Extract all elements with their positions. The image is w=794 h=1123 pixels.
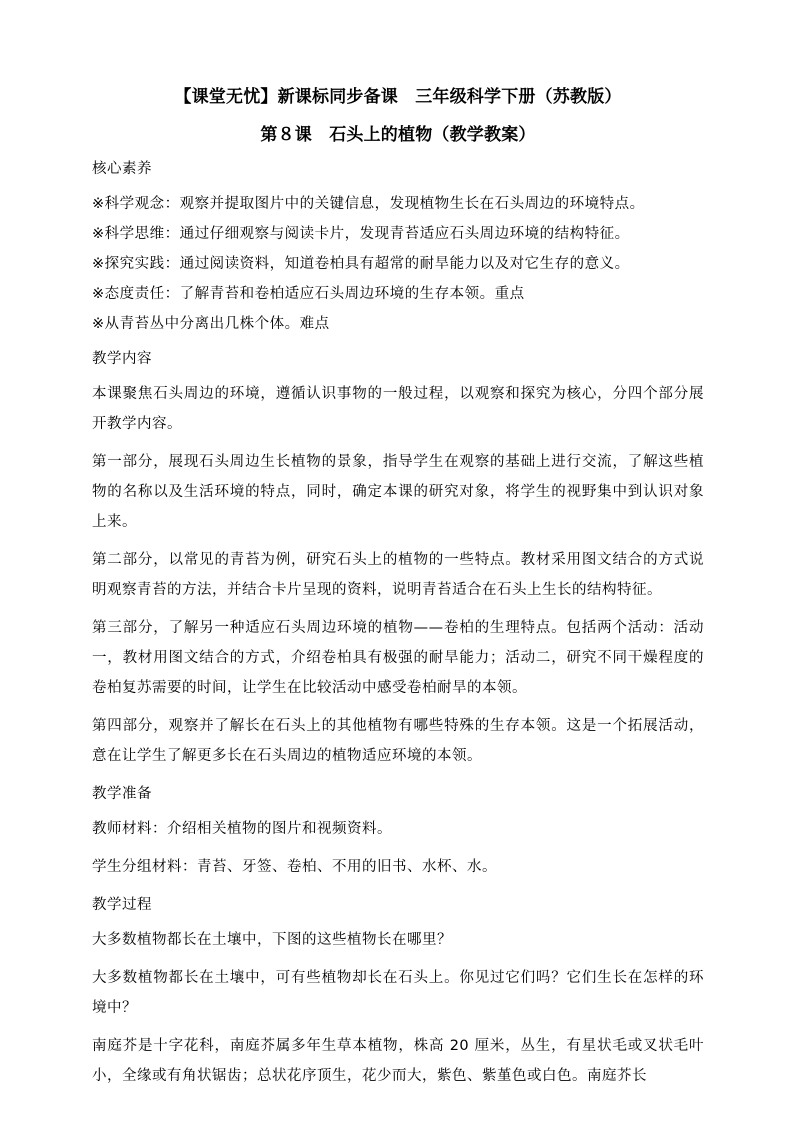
process-paragraph: 大多数植物都长在土壤中，可有些植物却长在石头上。你见过它们吗？它们生长在怎样的环境中？ <box>92 970 704 1016</box>
teaching-content-paragraph: 第四部分，观察并了解长在石头上的其他植物有哪些特殊的生存本领。这是一个拓展活动，意在让学生了解更多长在石头周边的植物适应环境的本领。 <box>92 718 704 764</box>
section-heading-core-competency: 核心素养 <box>92 161 152 177</box>
core-competency-item: ※探究实践：通过阅读资料，知道卷柏具有超常的耐旱能力以及对它生存的意义。 <box>92 256 630 272</box>
teaching-content-paragraph: 第一部分，展现石头周边生长植物的景象，指导学生在观察的基础上进行交流，了解这些植物的名称以及生活环境的特点，同时，确定本课的研究对象，将学生的视野集中到认识对象上来。 <box>92 454 704 530</box>
process-paragraph: 南庭芥是十字花科，南庭芥属多年生草本植物，株高 20 厘米，丛生，有星状毛或叉状毛叶小，全缘或有角状锯齿；总状花序顶生，花少而大，紫色、紫堇色或白色。南庭芥长 <box>92 1038 704 1084</box>
lesson-title: 第８课 石头上的植物（教学教案） <box>260 125 536 145</box>
preparation-item: 教师材料：介绍相关植物的图片和视频资料。 <box>92 821 392 837</box>
section-heading-teaching-content: 教学内容 <box>92 351 152 367</box>
teaching-content-paragraph: 本课聚焦石头周边的环境，遵循认识事物的一般过程，以观察和探究为核心，分四个部分展开教学内容。 <box>92 386 704 432</box>
section-heading-process: 教学过程 <box>92 897 152 913</box>
core-competency-list <box>92 189 704 339</box>
section-heading-preparation: 教学准备 <box>92 786 152 802</box>
core-competency-item: ※从青苔丛中分离出几株个体。难点 <box>92 316 330 332</box>
process-paragraph: 大多数植物都长在土壤中，下图的这些植物长在哪里？ <box>92 932 452 948</box>
core-competency-item: ※科学思维：通过仔细观察与阅读卡片，发现青苔适应石头周边环境的结构特征。 <box>92 226 630 242</box>
teaching-content-paragraph: 第二部分，以常见的青苔为例，研究石头上的植物的一些特点。教材采用图文结合的方式说明观察青苔的方法，并结合卡片呈现的资料，说明青苔适合在石头上生长的结构特征。 <box>92 552 704 598</box>
document-title: 【课堂无忧】新课标同步备课 三年级科学下册（苏教版） <box>174 87 622 107</box>
core-competency-item: ※态度责任：了解青苔和卷柏适应石头周边环境的生存本领。重点 <box>92 286 525 302</box>
document-content <box>92 86 704 1099</box>
teaching-content-paragraph: 第三部分，了解另一种适应石头周边环境的植物——卷柏的生理特点。包括两个活动：活动一，教材用图文结合的方式，介绍卷柏具有极强的耐旱能力；活动二，研究不同干燥程度的卷柏复苏需要的时间，让学生在比较活动中感受卷柏耐旱的本领。 <box>92 620 704 696</box>
core-competency-item: ※科学观念：观察并提取图片中的关键信息，发现植物生长在石头周边的环境特点。 <box>92 196 645 212</box>
preparation-item: 学生分组材料：青苔、牙签、卷柏、不用的旧书、水杯、水。 <box>92 859 497 875</box>
